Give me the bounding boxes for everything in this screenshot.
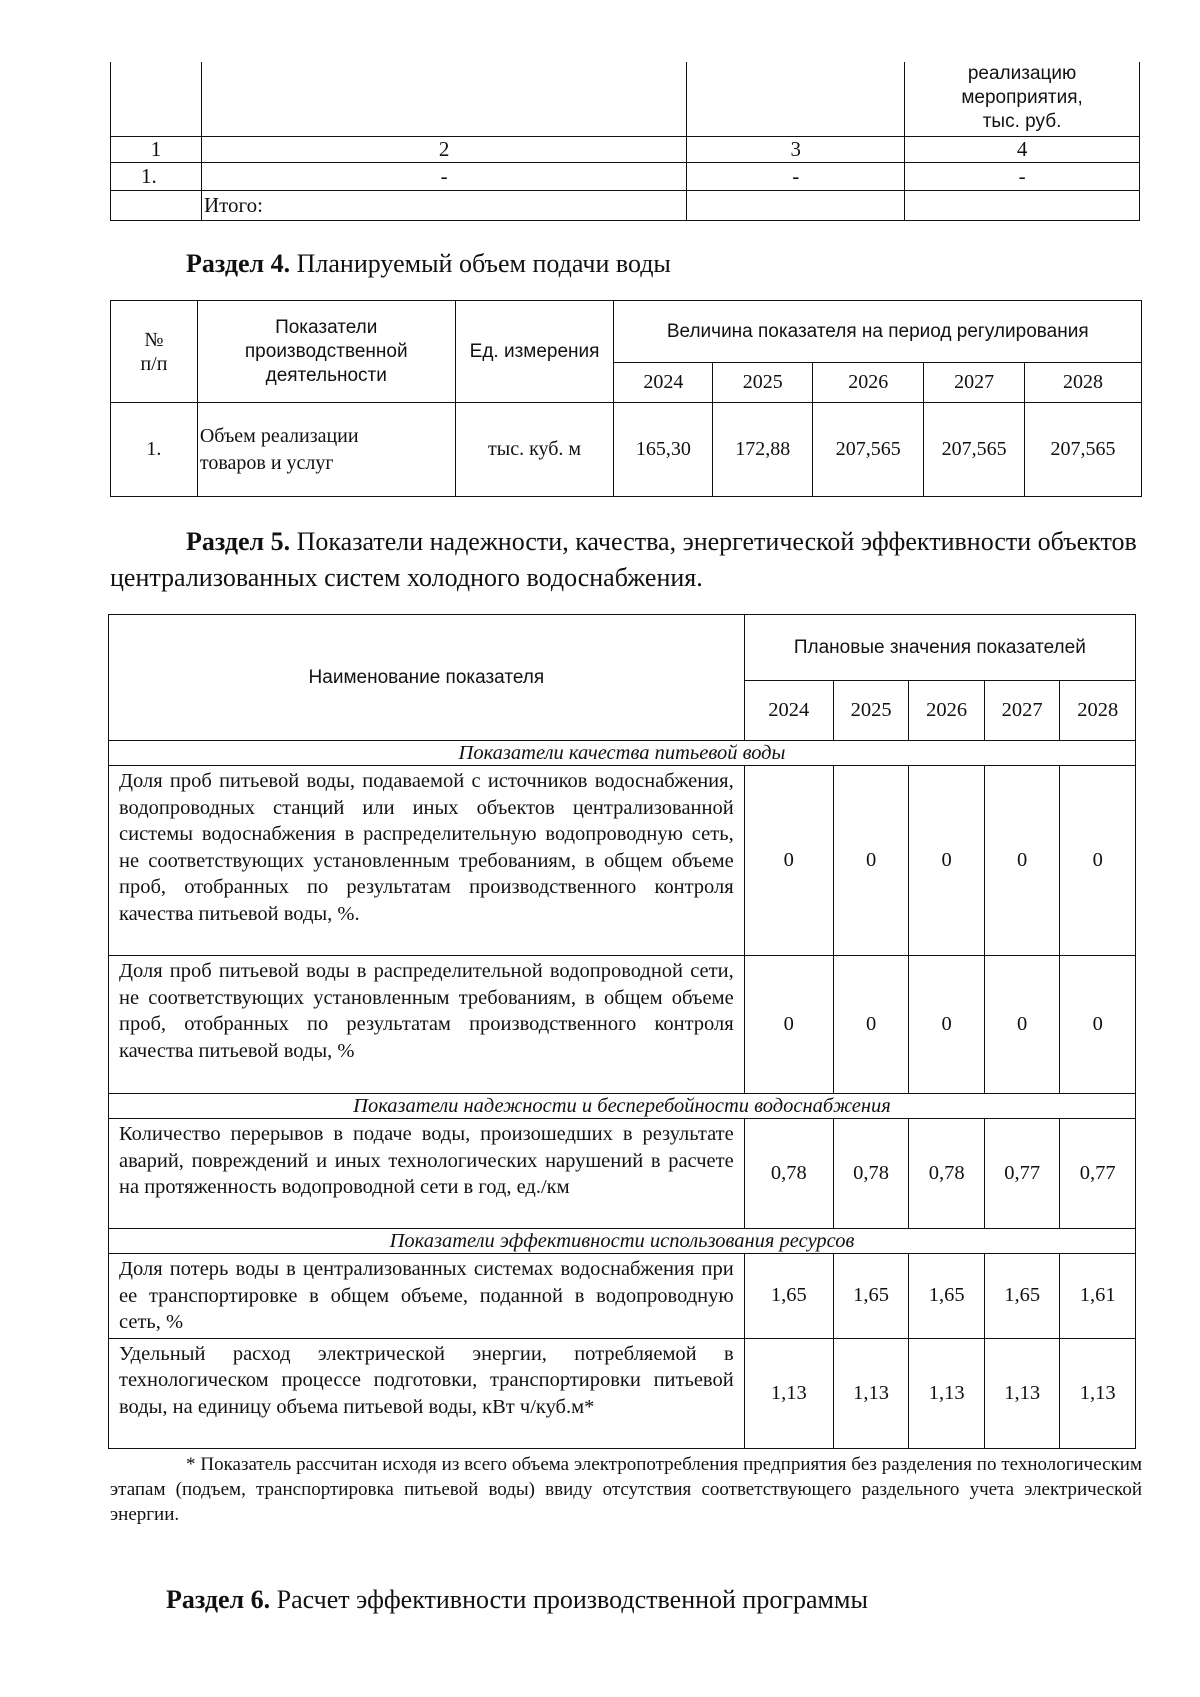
section-4-title	[186, 247, 671, 281]
footnote: * Показатель рассчитан исходя из всего объема электропотребления предприятия без разделения по технологическим этапам (подъем, транспортировка питьевой воды) ввиду отсутствия соответствующего раздельного учета электрической энергии.	[110, 1454, 1142, 1525]
value-cell: 1,13	[909, 1338, 985, 1448]
indicator-name: Доля потерь воды в централизованных системах водоснабжения при ее транспортировке в общем объеме, поданной в водопроводную сеть, %	[109, 1254, 745, 1339]
header-cell-line-1: реализацию мероприятия,	[961, 63, 1083, 108]
top-table-header-row	[111, 62, 1140, 137]
table-cell: 1	[111, 137, 202, 163]
col-name-header: Наименование показателя	[109, 615, 745, 741]
table-cell: 3	[687, 137, 905, 163]
top-table-header-cell	[905, 62, 1140, 137]
value-cell: 0	[909, 766, 985, 956]
header-cell-line-2: тыс. руб.	[982, 111, 1062, 132]
table-row	[109, 1254, 1136, 1339]
table-cell: -	[201, 163, 686, 191]
row-name	[197, 403, 455, 497]
value-cell: 1,65	[909, 1254, 985, 1339]
value-cell: 0,77	[984, 1119, 1060, 1229]
row-name-line: товаров и услуг	[199, 451, 334, 474]
table-header-row	[109, 615, 1136, 681]
section-6-label: Раздел 6.	[166, 1585, 271, 1614]
row-num: 1.	[111, 403, 198, 497]
group-title: Показатели эффективности использования ресурсов	[109, 1229, 1136, 1254]
section-5-title	[110, 524, 1145, 596]
value-cell: 0,78	[909, 1119, 985, 1229]
year-cell: 2025	[833, 681, 909, 741]
header-text: №	[144, 328, 164, 351]
indicator-name: Количество перерывов в подаче воды, произошедших в результате аварий, повреждений и иных технологических нарушений в расчете на протяженность водопроводной сети в год, ед./км	[109, 1119, 745, 1229]
row-unit: тыс. куб. м	[455, 403, 614, 497]
value-cell: 1,65	[833, 1254, 909, 1339]
indicator-name: Доля проб питьевой воды, подаваемой с источников водоснабжения, водопроводных станций или иных объектов централизованной системы водоснабжения в распределительную водопроводную сеть, не соответствующих установленным требованиям, в общем объеме проб, отобранных по результатам производственного контроля качества питьевой воды, %.	[109, 766, 745, 956]
group-title: Показатели надежности и бесперебойности водоснабжения	[109, 1094, 1136, 1119]
table-row	[109, 766, 1136, 956]
indicators-table	[108, 614, 1136, 1449]
header-text: Показатели	[275, 316, 378, 338]
value-cell: 0	[909, 956, 985, 1094]
value-cell: 0	[833, 956, 909, 1094]
value-cell: 0,78	[833, 1119, 909, 1229]
group-header-row	[109, 1094, 1136, 1119]
table-row	[111, 163, 1140, 191]
value-cell: 172,88	[713, 403, 813, 497]
col-unit-header: Ед. измерения	[455, 301, 614, 403]
value-cell: 1,61	[1060, 1254, 1136, 1339]
section-4-label: Раздел 4.	[186, 249, 291, 278]
value-cell: 1,13	[833, 1338, 909, 1448]
value-cell: 0,78	[744, 1119, 833, 1229]
water-supply-table	[110, 300, 1142, 497]
table-cell: 1.	[111, 163, 202, 191]
year-cell: 2026	[909, 681, 985, 741]
value-cell: 0	[1060, 956, 1136, 1094]
row-name-line: Объем реализации	[199, 424, 359, 447]
section-4-heading: Планируемый объем подачи воды	[296, 249, 671, 278]
header-text: производственной	[244, 340, 408, 362]
value-cell: 0	[833, 766, 909, 956]
top-table-numbers-row	[111, 137, 1140, 163]
value-cell: 1,13	[1060, 1338, 1136, 1448]
value-cell: 0	[744, 956, 833, 1094]
table-cell: 4	[905, 137, 1140, 163]
table-header-row	[111, 301, 1142, 363]
value-cell: 0	[984, 956, 1060, 1094]
col-period-header: Величина показателя на период регулирования	[614, 301, 1142, 363]
table-cell: -	[687, 163, 905, 191]
group-header-row	[109, 741, 1136, 766]
value-cell: 207,565	[813, 403, 924, 497]
col-plan-header: Плановые значения показателей	[744, 615, 1135, 681]
col-indicator-header	[197, 301, 455, 403]
value-cell: 1,13	[744, 1338, 833, 1448]
indicator-name: Доля проб питьевой воды в распределительной водопроводной сети, не соответствующих установленным требованиям, в общем объеме проб, отобранных по результатам производственного контроля качества питьевой воды, %	[109, 956, 745, 1094]
section-6-heading: Расчет эффективности производственной программы	[276, 1585, 868, 1614]
value-cell: 0	[984, 766, 1060, 956]
indicator-name: Удельный расход электрической энергии, потребляемой в технологическом процессе подготовки, транспортировки питьевой воды, на единицу объема питьевой воды, кВт ч/куб.м*	[109, 1338, 745, 1448]
year-cell: 2025	[713, 363, 813, 403]
value-cell: 207,565	[924, 403, 1025, 497]
table-row	[111, 403, 1142, 497]
section-5-heading-line-1: Показатели надежности, качества, энергетической эффективности объектов	[296, 527, 1137, 556]
table-row	[109, 1338, 1136, 1448]
value-cell: 0	[1060, 766, 1136, 956]
section-5-label: Раздел 5.	[186, 527, 291, 556]
col-num-header	[111, 301, 198, 403]
table-cell: 2	[201, 137, 686, 163]
value-cell: 207,565	[1025, 403, 1142, 497]
table-row	[109, 1119, 1136, 1229]
section-6-title	[166, 1583, 868, 1617]
year-cell: 2027	[924, 363, 1025, 403]
year-cell: 2024	[614, 363, 713, 403]
value-cell: 0	[744, 766, 833, 956]
section-5-heading-line-2: централизованных систем холодного водоснабжения.	[110, 563, 703, 592]
value-cell: 0,77	[1060, 1119, 1136, 1229]
group-title: Показатели качества питьевой воды	[109, 741, 1136, 766]
value-cell: 1,65	[984, 1254, 1060, 1339]
total-row	[111, 191, 1140, 221]
year-cell: 2024	[744, 681, 833, 741]
value-cell: 165,30	[614, 403, 713, 497]
total-label: Итого:	[201, 191, 686, 221]
value-cell: 1,65	[744, 1254, 833, 1339]
year-cell: 2026	[813, 363, 924, 403]
top-table	[110, 62, 1140, 221]
table-cell: -	[905, 163, 1140, 191]
table-row	[109, 956, 1136, 1094]
year-cell: 2028	[1025, 363, 1142, 403]
header-text: деятельности	[265, 364, 387, 386]
value-cell: 1,13	[984, 1338, 1060, 1448]
group-header-row	[109, 1229, 1136, 1254]
year-cell: 2028	[1060, 681, 1136, 741]
year-cell: 2027	[984, 681, 1060, 741]
header-text: п/п	[140, 352, 168, 375]
